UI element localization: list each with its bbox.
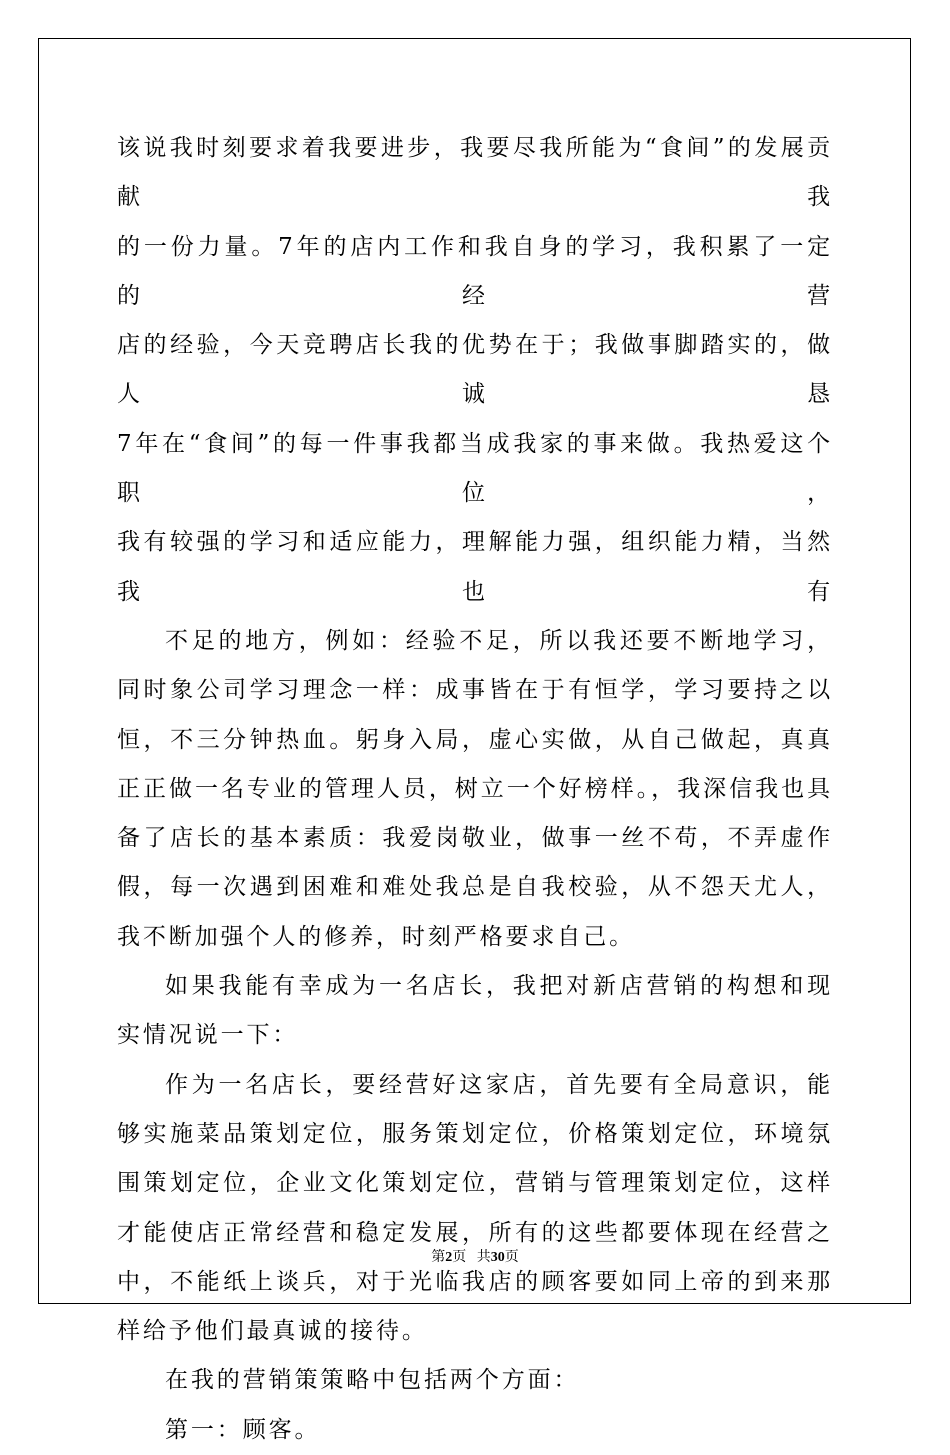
paragraph-shortcomings: 不足的地方，例如：经验不足，所以我还要不断地学习，同时象公司学习理念一样：成事皆在于有恒学，学习要持之以恒，不三分钟热血。躬身入局，虚心实做，从自己做起，真真正正做一名专业的管理人员，树立一个好榜样。，我深信我也具备了店长的基本素质：我爱岗敬业，做事一丝不苟，不弄虚作假，每一次遇到困难和难处我总是自我校验，从不怨天尤人，我不断加强个人的修养，时刻严格要求自己。 <box>117 627 833 950</box>
footer-page-unit: 页 <box>452 1250 467 1265</box>
footer-page-prefix: 第 <box>431 1250 446 1265</box>
paragraph-line-5: 我有较强的学习和适应能力，理解能力强，组织能力精，当然我也有 <box>117 529 833 605</box>
paragraph-strategy: 在我的营销策策略中包括两个方面： <box>165 1367 580 1394</box>
paragraph-as-manager: 作为一名店长，要经营好这家店，首先要有全局意识，能够实施菜品策划定位，服务策划定位，价格策划定位，环境氛围策划定位，企业文化策划定位，营销与管理策划定位，这样才能使店正常经营和稳定发展，所有的这些都要体现在经营之中，不能纸上谈兵，对于光临我店的顾客要如同上帝的到来那样给予他们最真诚的接待。 <box>117 1071 833 1345</box>
footer-total-number: 30 <box>490 1250 505 1265</box>
page-footer <box>0 1246 950 1266</box>
footer-page-number: 2 <box>445 1250 453 1265</box>
paragraph-line-3: 店的经验，今天竞聘店长我的优势在于；我做事脚踏实的，做人诚恳 <box>117 332 833 408</box>
footer-total-unit: 页 <box>504 1250 519 1265</box>
paragraph-line-2: 的一份力量。7年的店内工作和我自身的学习，我积累了一定的经营 <box>117 233 833 309</box>
paragraph-line-4: 7年在“食间”的每一件事我都当成我家的事来做。我热爱这个职位， <box>117 430 833 507</box>
paragraph-first-customer: 第一：顾客。 <box>165 1416 321 1443</box>
paragraph-if-manager: 如果我能有幸成为一名店长，我把对新店营销的构想和现实情况说一下： <box>117 973 833 1049</box>
footer-total-prefix: 共 <box>476 1250 491 1265</box>
paragraph-line-1: 该说我时刻要求着我要进步，我要尽我所能为“食间”的发展贡献我 <box>117 135 833 211</box>
